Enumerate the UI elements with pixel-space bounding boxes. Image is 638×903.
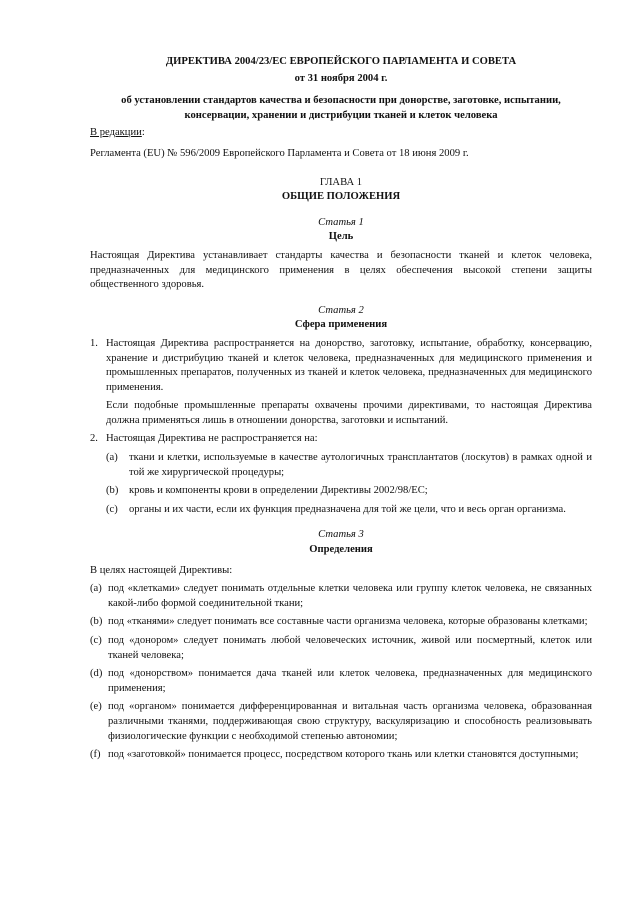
article-2-sublist bbox=[106, 451, 592, 517]
article-1-number: Статья 1 bbox=[318, 216, 364, 228]
edition-label-colon: : bbox=[141, 127, 145, 139]
definition-marker: (a) bbox=[90, 583, 102, 595]
definition-marker: (d) bbox=[90, 668, 103, 680]
article-3-item-a bbox=[90, 582, 592, 611]
definition-marker: (f) bbox=[90, 749, 101, 761]
article-3-item-e bbox=[90, 700, 592, 744]
article-3-item-d bbox=[90, 667, 592, 696]
definition-text: под «донором» следует понимать любой человеческих источник, живой или посмертный, клеток или тканей человека; bbox=[108, 635, 592, 661]
article-3-title: Определения bbox=[309, 544, 373, 556]
definition-text: под «тканями» следует понимать все составные части организма человека, которые образованы клетками; bbox=[108, 616, 588, 628]
definition-marker: (e) bbox=[90, 701, 102, 713]
article-3-intro: В целях настоящей Директивы: bbox=[90, 564, 233, 576]
edition-label: В редакции bbox=[90, 127, 142, 139]
article-2-item-2 bbox=[90, 432, 592, 447]
definition-text: под «заготовкой» понимается процесс, посредством которого ткань или клетки становятся доступными; bbox=[108, 749, 579, 761]
definition-text: под «клетками» следует понимать отдельные клетки человека или группу клеток человека, не связанных какой-либо формой соединительной ткани; bbox=[108, 583, 592, 609]
item-marker: 2. bbox=[90, 433, 98, 445]
article-1-text: Настоящая Директива устанавливает стандарты качества и безопасности тканей и клеток человека, предназначенных для медицинского применения в целях обеспечения высокой степени защиты общественного здоровья. bbox=[90, 249, 592, 291]
article-2-item-1-extra: Если подобные промышленные препараты охвачены прочими директивами, то настоящая Директива должна применяться лишь в отношении донорства, заготовки и испытаний. bbox=[106, 400, 592, 426]
item-text: Настоящая Директива распространяется на донорство, заготовку, испытание, обработку, консервацию, хранение и дистрибуцию тканей и клеток человека, предназначенных для медицинского применения и промышленных препаратов, полученных из тканей и клеток человека, предназначенных для медицинского применения. bbox=[106, 337, 592, 393]
subitem-text: кровь и компоненты крови в определении Директивы 2002/98/ЕС; bbox=[129, 485, 428, 497]
article-2-item-1 bbox=[90, 337, 592, 395]
article-2-subitem-b bbox=[106, 484, 592, 499]
item-text: Настоящая Директива не распространяется на: bbox=[106, 433, 318, 445]
document-subject: об установлении стандартов качества и безопасности при донорстве, заготовке, испытании, консервации, хранении и дистрибуции тканей и клеток человека bbox=[121, 95, 561, 121]
subitem-text: ткани и клетки, используемые в качестве аутологичных трансплантатов (лоскутов) в рамках одной и той же хирургической процедуры; bbox=[129, 452, 592, 478]
definition-text: под «донорством» понимается дача тканей или клеток человека, предназначенных для медицинского применения; bbox=[108, 668, 592, 694]
article-2-number: Статья 2 bbox=[318, 304, 364, 316]
subitem-marker: (c) bbox=[106, 503, 118, 515]
article-3-item-c bbox=[90, 634, 592, 663]
document-date: от 31 ноября 2004 г. bbox=[294, 72, 388, 84]
definition-marker: (c) bbox=[90, 635, 102, 646]
chapter-number: ГЛАВА 1 bbox=[319, 176, 363, 188]
chapter-title: ОБЩИЕ ПОЛОЖЕНИЯ bbox=[281, 191, 401, 203]
article-2-title: Сфера применения bbox=[294, 319, 388, 331]
article-3-item-b bbox=[90, 615, 592, 630]
item-marker: 1. bbox=[90, 337, 98, 349]
edition-text: Регламента (EU) № 596/2009 Европейского Парламента и Совета от 18 июня 2009 г. bbox=[90, 147, 469, 159]
article-2-subitem-c bbox=[106, 503, 592, 518]
definition-marker: (b) bbox=[90, 616, 103, 628]
subitem-text: органы и их части, если их функция предназначена для той же цели, что и весь орган организма. bbox=[129, 503, 566, 515]
article-3-item-f bbox=[90, 748, 592, 763]
subitem-marker: (a) bbox=[106, 452, 118, 464]
article-1-title: Цель bbox=[328, 231, 354, 243]
article-2-subitem-a bbox=[106, 451, 592, 480]
definition-text: под «органом» понимается дифференцированная и витальная часть организма человека, образованная различными тканями, поддерживающая свою структуру, васкуляризацию и способность реализовывать физиологические функции с необходимой степенью автономии; bbox=[108, 701, 592, 742]
document-title: ДИРЕКТИВА 2004/23/ЕС ЕВРОПЕЙСКОГО ПАРЛАМЕНТА И СОВЕТА bbox=[165, 56, 517, 67]
edition-label-row bbox=[90, 126, 592, 141]
article-3-number: Статья 3 bbox=[318, 529, 364, 541]
subitem-marker: (b) bbox=[106, 485, 119, 497]
